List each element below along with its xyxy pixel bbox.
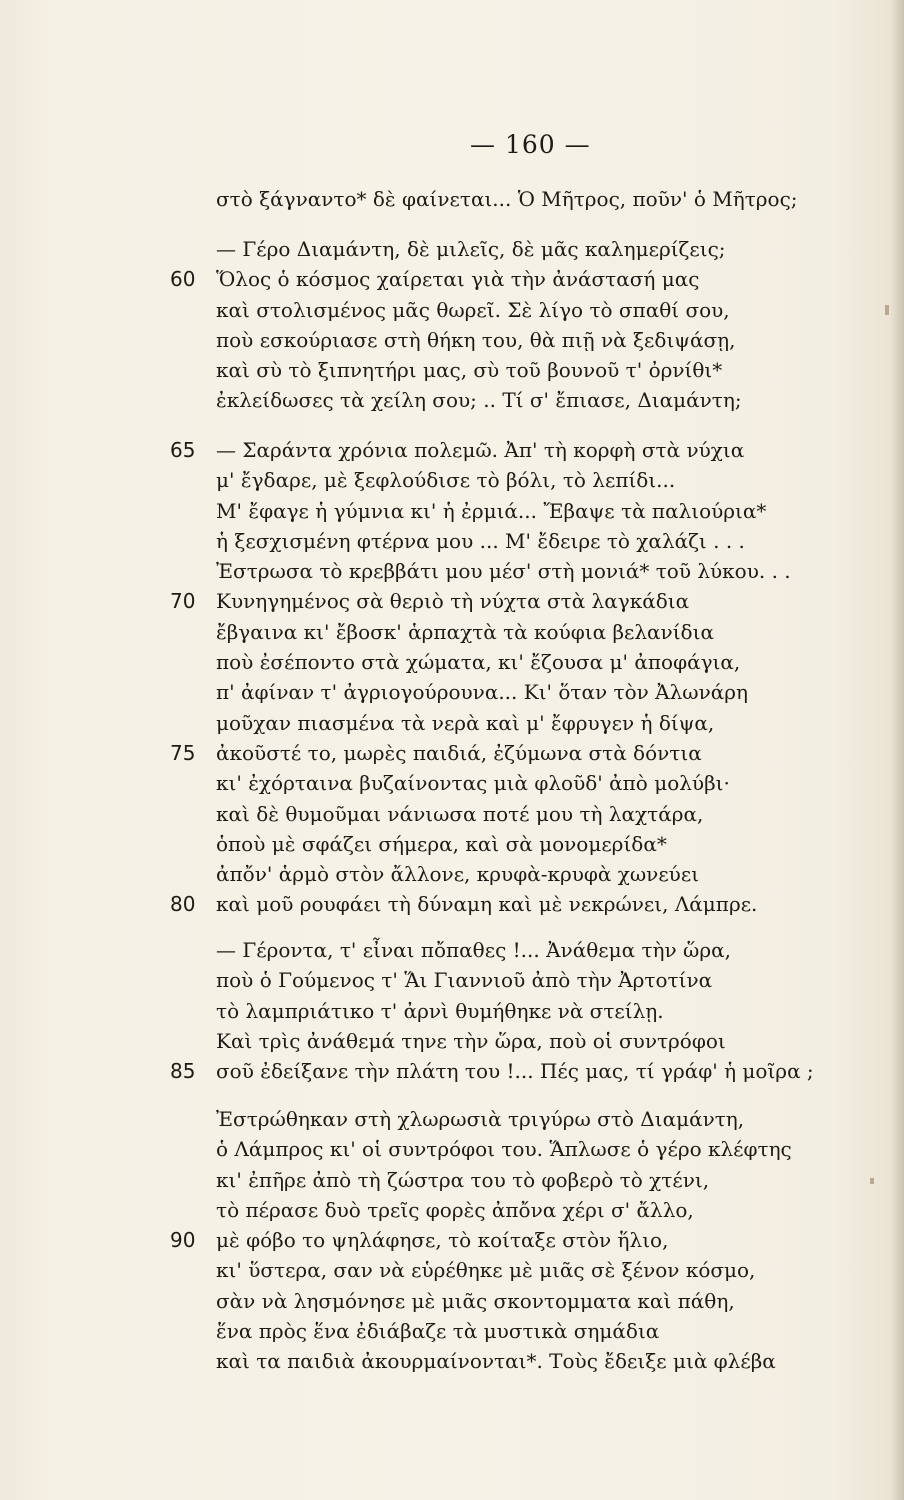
poem-line [216, 647, 866, 677]
line-text: καὶ δὲ θυμοῦμαι νάνιωσα ποτέ μου τὴ λαχτάρα, [216, 801, 704, 826]
poem-line [216, 556, 866, 586]
poem-line [216, 325, 866, 355]
poem-line [216, 295, 866, 325]
opening-line [216, 184, 866, 214]
line-text: Κυνηγημένος σὰ θεριὸ τὴ νύχτα στὰ λαγκάδια [216, 589, 690, 614]
line-text: — Σαράντα χρόνια πολεμῶ. Ἀπ' τὴ κορφὴ στὰ νύχια [216, 438, 745, 462]
poem-line [170, 435, 866, 465]
line-text: μοῦχαν πιασμένα τὰ νερὰ καὶ μ' ἔφρυγεν ἡ δίψα, [216, 710, 715, 735]
line-text: ποὺ ἐσέποντο στὰ χώματα, κι' ἔζουσα μ' ἀποφάγια, [216, 650, 741, 675]
poem-line [170, 586, 866, 616]
poem-line [216, 799, 866, 829]
line-number: 75 [170, 740, 196, 765]
paper-mark [885, 305, 889, 315]
line-number: 70 [170, 589, 196, 614]
line-text: ποὺ ὁ Γούμενος τ' Ἅι Γιαννιοῦ ἀπὸ τὴν Ἀρτοτίνα [216, 968, 713, 993]
line-text: σοῦ ἐδείξανε τὴν πλάτη του !... Πές μας, τί γράφ' ἡ μοῖρα ; [216, 1059, 814, 1084]
line-text: κι' ὕστερα, σαν νὰ εὑρέθηκε μὲ μιᾶς σὲ ξένον κόσμο, [216, 1258, 756, 1283]
poem-line [216, 234, 866, 264]
stanza-1 [170, 234, 866, 416]
line-text: ἀκοῦστέ το, μωρὲς παιδιά, ἐζύμωνα στὰ δόντια [216, 740, 702, 765]
line-text: ὁ Λάμπρος κι' οἱ συντρόφοι του. Ἅπλωσε ὁ γέρο κλέφτης [216, 1137, 792, 1162]
line-text: μ' ἔγδαρε, μὲ ξεφλούδισε τὸ βόλι, τὸ λεπίδι... [216, 468, 676, 493]
line-text: κι' ἐπῆρε ἀπὸ τὴ ζώστρα του τὸ φοβερὸ τὸ χτένι, [216, 1167, 710, 1192]
stanza-3 [170, 935, 866, 1086]
poem-line [216, 1286, 866, 1316]
line-text: μὲ φόβο το ψηλάφησε, τὸ κοίταξε στὸν ἥλιο, [216, 1228, 669, 1253]
poem-line [216, 526, 866, 556]
line-text: ἔβγαινα κι' ἔβοσκ' ἁρπαχτὰ τὰ κούφια βελανίδια [216, 619, 714, 644]
line-text: καὶ σὺ τὸ ξιπνητήρι μας, σὺ τοῦ βουνοῦ τ' ὀρνίθι* [216, 358, 723, 383]
line-text: καὶ στολισμένος μᾶς θωρεῖ. Σὲ λίγο τὸ σπαθί σου, [216, 297, 730, 322]
line-text: — Γέρο Διαμάντη, δὲ μιλεῖς, δὲ μᾶς καλημερίζεις; [216, 237, 726, 261]
poem-line [216, 965, 866, 995]
line-text: Μ' ἔφαγε ἡ γύμνια κι' ἡ ἐρμιά... Ἔβαψε τὰ παλιούρια* [216, 498, 767, 523]
line-number: 90 [170, 1228, 196, 1253]
poem-line [216, 708, 866, 738]
poem-line [216, 617, 866, 647]
poem-line [170, 1056, 866, 1086]
line-text: ἕνα πρὸς ἕνα ἐδιάβαζε τὰ μυστικὰ σημάδια [216, 1319, 660, 1344]
line-text: Ἐστρώθηκαν στὴ χλωρωσιὰ τριγύρω στὸ Διαμάντη, [216, 1107, 745, 1131]
paper-mark [870, 1178, 874, 1184]
poem-line [216, 1255, 866, 1285]
poem-line [216, 1195, 866, 1225]
poem-line [216, 1026, 866, 1056]
line-text: ποὺ εσκούριασε στὴ θήκη του, θὰ πιῇ νὰ ξεδιψάσῃ, [216, 327, 736, 352]
line-text: σὰν νὰ λησμόνησε μὲ μιᾶς σκοντομματα καὶ πάθη, [216, 1288, 735, 1313]
line-text: ὁποὺ μὲ σφάζει σήμερα, καὶ σὰ μονομερίδα* [216, 831, 667, 856]
poem-line [216, 385, 866, 415]
poem-line [216, 465, 866, 495]
line-text: ἡ ξεσχισμένη φτέρνα μου ... Μ' ἔδειρε τὸ χαλάζι . . . [216, 528, 745, 553]
line-text: π' ἀφίναν τ' ἀγριογούρουνα... Κι' ὅταν τὸν Ἀλωνάρη [216, 680, 748, 705]
poem-line [216, 677, 866, 707]
poem-line [216, 996, 866, 1026]
poem-line: στὸ ξάγναντο* δὲ φαίνεται... Ὁ Μῆτρος, ποῦν' ὁ Μῆτρος; [216, 187, 798, 211]
page-number: — 160 — [470, 130, 591, 159]
poem-line [170, 1225, 866, 1255]
line-number: 65 [170, 438, 196, 462]
poem-line [216, 935, 866, 965]
line-text: καὶ μοῦ ρουφάει τὴ δύναμη καὶ μὲ νεκρώνει, Λάμπρε. [216, 892, 758, 917]
line-text: Ἐστρωσα τὸ κρεββάτι μου μέσ' στὴ μονιά* τοῦ λύκου. . . [216, 559, 791, 584]
line-text: ἐκλείδωσες τὰ χείλη σου; .. Τί σ' ἔπιασε, Διαμάντη; [216, 388, 742, 413]
line-text: καὶ τα παιδιὰ ἀκουρμαίνονται*. Τοὺς ἔδειξε μιὰ φλέβα [216, 1349, 776, 1374]
poem-line [170, 264, 866, 294]
poem-line [216, 768, 866, 798]
poem-line [216, 859, 866, 889]
stanza-4 [170, 1104, 866, 1377]
poem-line [216, 1104, 866, 1134]
stanza-2 [170, 435, 866, 920]
page-edge-shadow [890, 0, 904, 1500]
poem-line [170, 889, 866, 919]
line-number: 85 [170, 1059, 196, 1084]
poem-line [216, 1165, 866, 1195]
line-text: ἀπὄν' ἁρμὸ στὸν ἄλλονε, κρυφὰ-κρυφὰ χωνεύει [216, 862, 700, 887]
line-text: τὸ λαμπριάτικο τ' ἀρνὶ θυμήθηκε νὰ στείλῃ. [216, 998, 664, 1023]
poem-line [216, 1346, 866, 1376]
poem-line [216, 829, 866, 859]
poem-line [216, 355, 866, 385]
line-text: — Γέροντα, τ' εἶναι πὄπαθες !... Ἀνάθεμα τὴν ὥρα, [216, 938, 731, 962]
line-text: τὸ πέρασε δυὸ τρεῖς φορὲς ἀπὄνα χέρι σ' ἄλλο, [216, 1197, 694, 1222]
line-text: Ὅλος ὁ κόσμος χαίρεται γιὰ τὴν ἀνάστασή μας [216, 267, 700, 292]
poem-line [216, 496, 866, 526]
line-text: Καὶ τρὶς ἀνάθεμά τηνε τὴν ὥρα, ποὺ οἱ συντρόφοι [216, 1028, 726, 1053]
poem-line [216, 1316, 866, 1346]
line-number: 60 [170, 267, 196, 292]
line-text: κι' ἐχόρταινα βυζαίνοντας μιὰ φλοῦδ' ἀπὸ μολύβι· [216, 771, 730, 796]
line-number: 80 [170, 892, 196, 917]
poem-line [170, 738, 866, 768]
poem-line [216, 1134, 866, 1164]
